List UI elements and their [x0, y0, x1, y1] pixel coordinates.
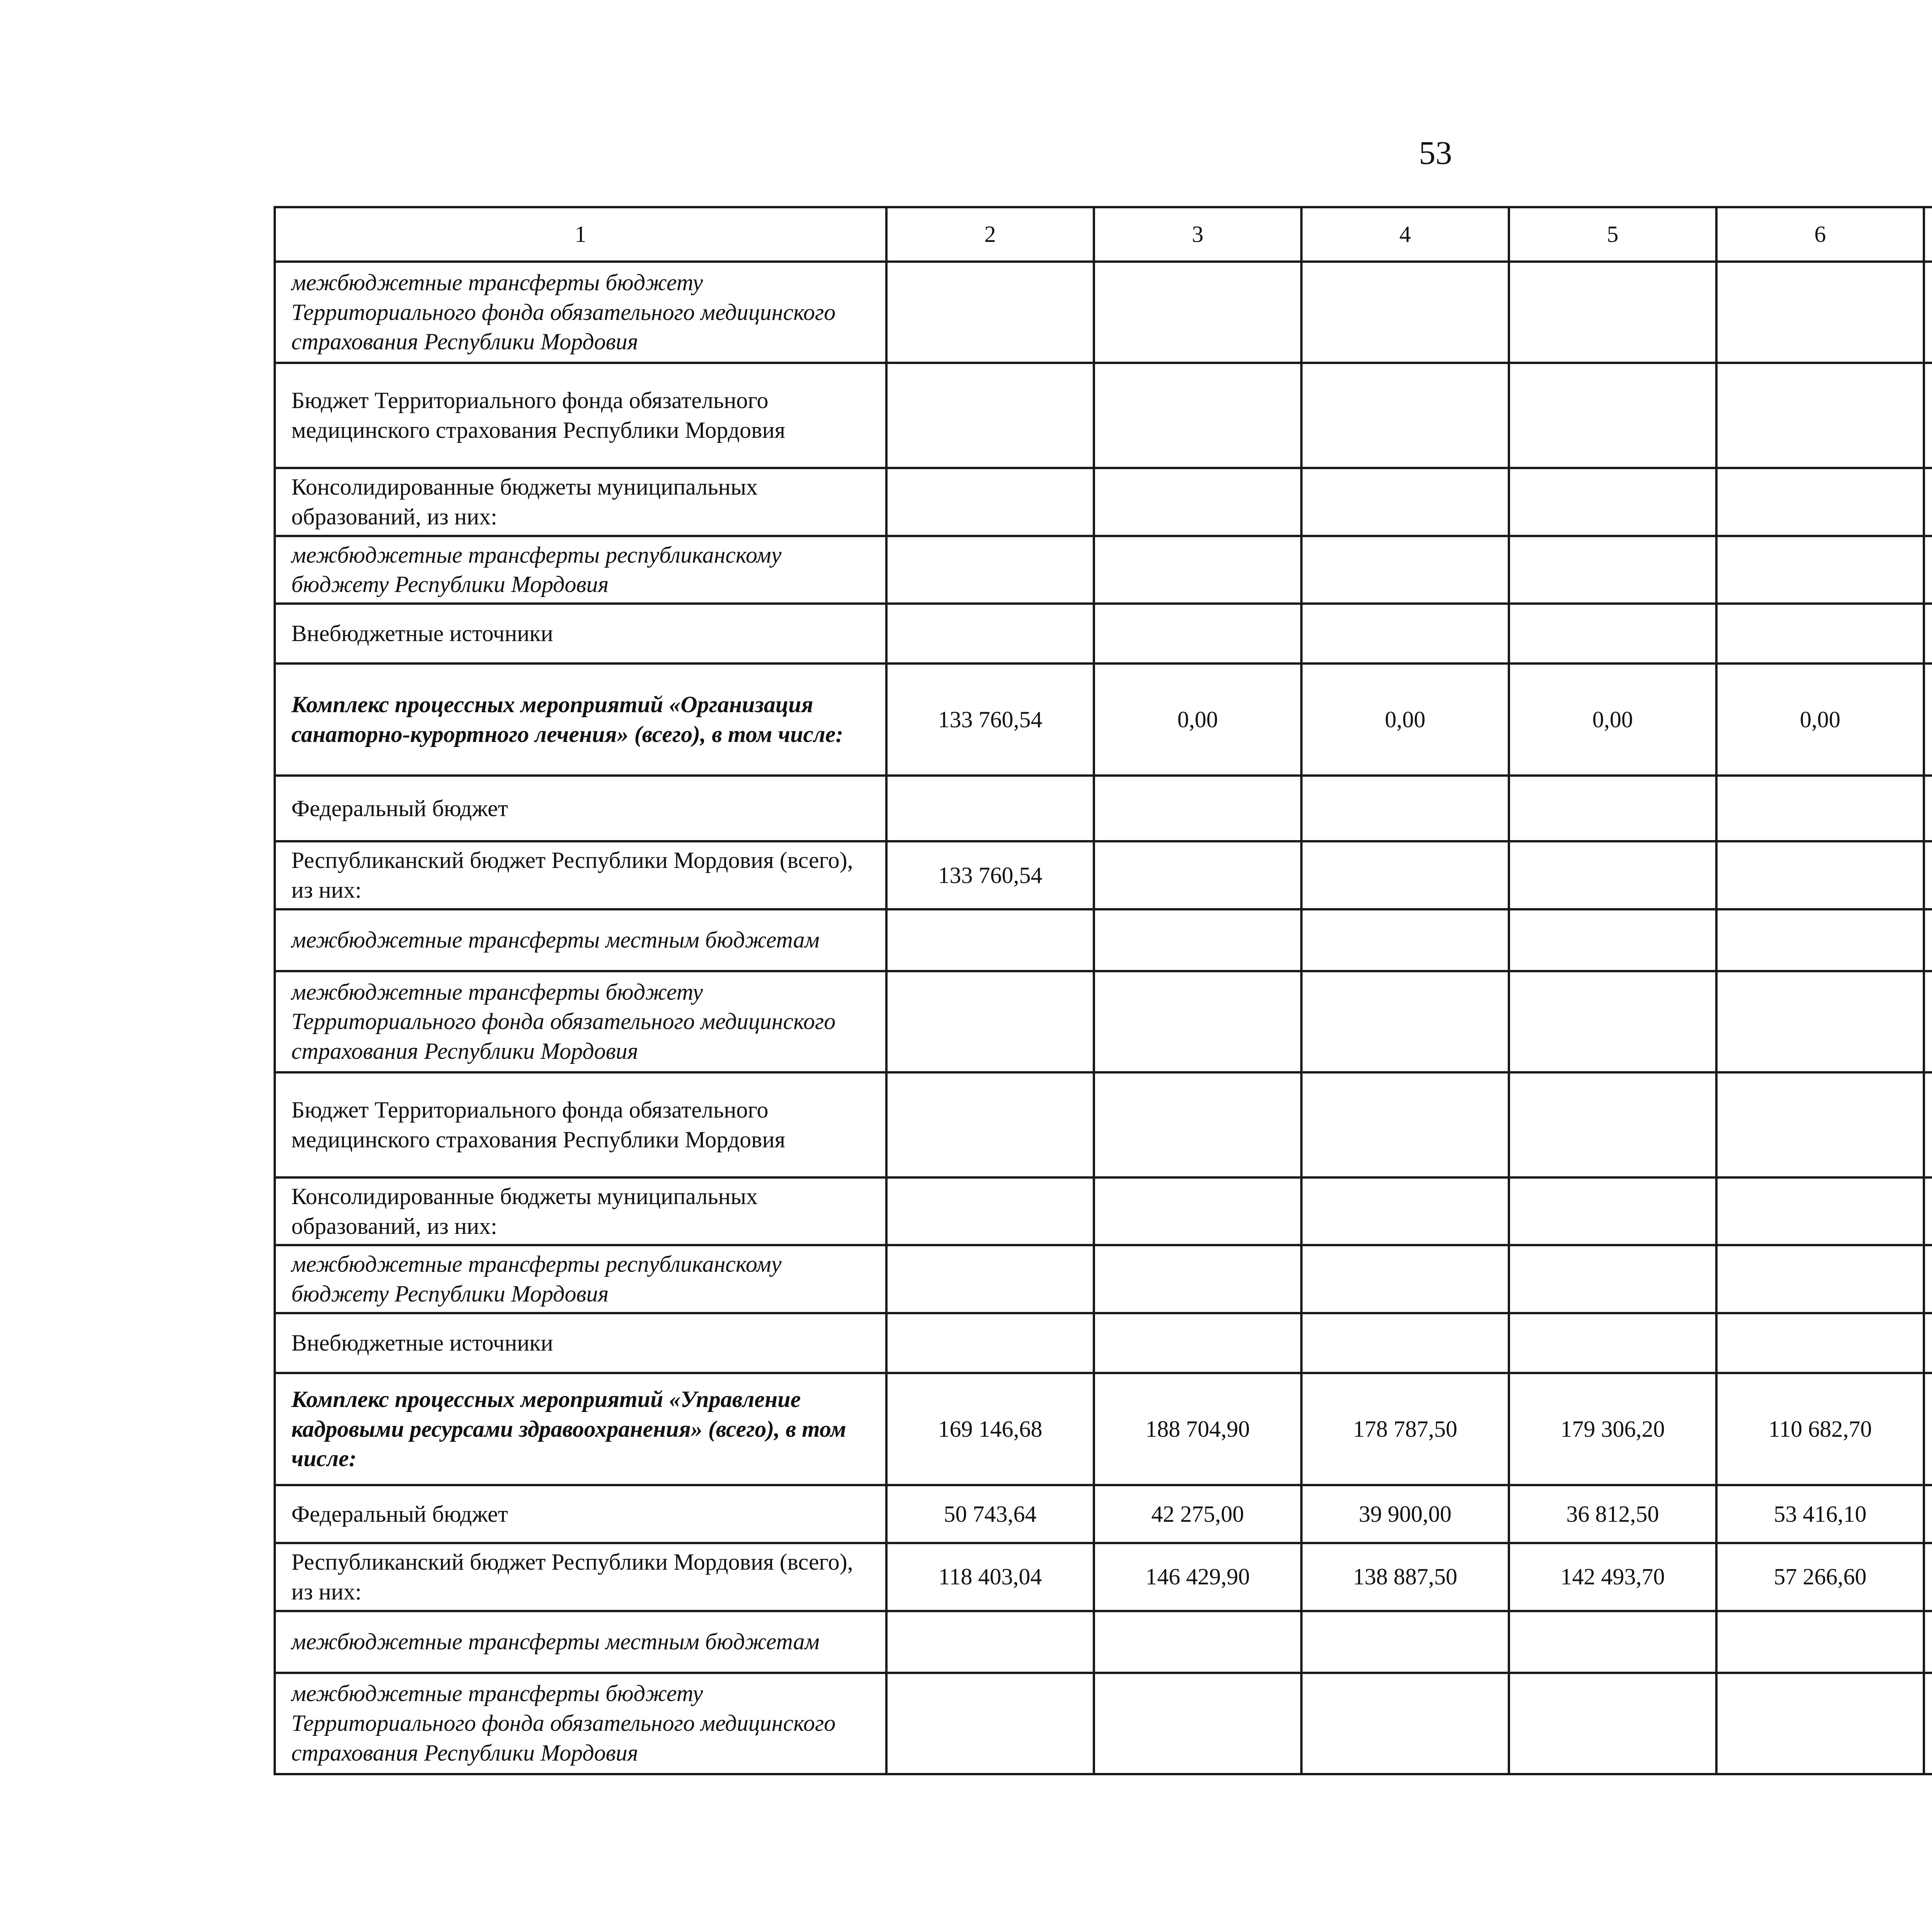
table-row	[275, 1673, 1932, 1774]
value-cell	[1301, 1673, 1509, 1774]
value-cell	[1301, 909, 1509, 971]
value-cell	[1716, 909, 1924, 971]
value-cell	[1509, 1245, 1716, 1313]
value-cell	[1301, 262, 1509, 363]
row-label: межбюджетные трансферты республиканскому бюджету Республики Мордовия	[275, 1245, 886, 1313]
value-cell: 142 493,70	[1509, 1543, 1716, 1611]
value-cell	[1301, 1611, 1509, 1673]
value-cell	[1509, 363, 1716, 468]
value-cell	[1094, 536, 1301, 604]
value-cell	[1301, 468, 1509, 536]
value-cell	[1301, 971, 1509, 1072]
value-cell	[1301, 1313, 1509, 1373]
value-cell	[1924, 1543, 1932, 1611]
value-cell	[1924, 841, 1932, 909]
value-cell	[1301, 536, 1509, 604]
table-row	[275, 909, 1932, 971]
row-label: межбюджетные трансферты местным бюджетам	[275, 909, 886, 971]
row-label: Внебюджетные источники	[275, 1313, 886, 1373]
value-cell	[1509, 841, 1716, 909]
value-cell: 133 760,54	[886, 841, 1094, 909]
value-cell	[1509, 909, 1716, 971]
table-row	[275, 1177, 1932, 1245]
table-row	[275, 1373, 1932, 1485]
row-label: межбюджетные трансферты республиканскому бюджету Республики Мордовия	[275, 536, 886, 604]
value-cell	[1924, 604, 1932, 664]
value-cell	[1301, 776, 1509, 841]
value-cell: 50 743,64	[886, 1485, 1094, 1543]
value-cell	[886, 1673, 1094, 1774]
column-number: 5	[1509, 207, 1716, 262]
value-cell	[1094, 468, 1301, 536]
value-cell	[886, 776, 1094, 841]
value-cell	[1716, 1177, 1924, 1245]
value-cell	[1094, 262, 1301, 363]
value-cell	[1509, 971, 1716, 1072]
value-cell	[1924, 909, 1932, 971]
row-label: межбюджетные трансферты местным бюджетам	[275, 1611, 886, 1673]
value-cell: 179 306,20	[1509, 1373, 1716, 1485]
value-cell: 53 416,10	[1716, 1485, 1924, 1543]
value-cell	[886, 604, 1094, 664]
budget-table-body	[275, 207, 1932, 1774]
value-cell	[1301, 363, 1509, 468]
value-cell	[1509, 1177, 1716, 1245]
value-cell: 178 787,50	[1301, 1373, 1509, 1485]
value-cell	[1509, 604, 1716, 664]
value-cell	[1716, 468, 1924, 536]
value-cell	[1716, 604, 1924, 664]
row-label: межбюджетные трансферты бюджету Территориального фонда обязательного медицинского страхования Республики Мордовия	[275, 1673, 886, 1774]
value-cell	[1094, 363, 1301, 468]
row-label: Федеральный бюджет	[275, 776, 886, 841]
value-cell: 0,00	[1716, 664, 1924, 776]
value-cell: 118 403,04	[886, 1543, 1094, 1611]
value-cell	[1716, 363, 1924, 468]
value-cell: 146 429,90	[1094, 1543, 1301, 1611]
value-cell	[1924, 468, 1932, 536]
value-cell	[1301, 1177, 1509, 1245]
table-row	[275, 536, 1932, 604]
table-row	[275, 1543, 1932, 1611]
column-number: 4	[1301, 207, 1509, 262]
table-row	[275, 604, 1932, 664]
value-cell	[1301, 1072, 1509, 1177]
value-cell	[1716, 536, 1924, 604]
table-row	[275, 1611, 1932, 1673]
value-cell	[886, 1313, 1094, 1373]
value-cell	[1094, 1611, 1301, 1673]
value-cell	[1924, 776, 1932, 841]
value-cell	[1924, 1072, 1932, 1177]
table-row	[275, 971, 1932, 1072]
row-label: межбюджетные трансферты бюджету Территориального фонда обязательного медицинского страхования Республики Мордовия	[275, 262, 886, 363]
value-cell: 133 760,54	[886, 664, 1094, 776]
value-cell	[1301, 604, 1509, 664]
value-cell	[1509, 536, 1716, 604]
table-row	[275, 841, 1932, 909]
row-label: Бюджет Территориального фонда обязательного медицинского страхования Республики Мордовия	[275, 1072, 886, 1177]
value-cell	[886, 363, 1094, 468]
value-cell	[1716, 776, 1924, 841]
value-cell: 138 887,50	[1301, 1543, 1509, 1611]
value-cell	[1924, 262, 1932, 363]
table-row	[275, 1245, 1932, 1313]
value-cell	[1509, 262, 1716, 363]
value-cell	[1094, 1072, 1301, 1177]
page-number: 53	[1419, 134, 1452, 171]
value-cell	[1509, 776, 1716, 841]
value-cell	[1094, 1313, 1301, 1373]
value-cell: 188 704,90	[1094, 1373, 1301, 1485]
column-number	[1924, 207, 1932, 262]
value-cell	[1094, 971, 1301, 1072]
table-row	[275, 776, 1932, 841]
value-cell	[1509, 468, 1716, 536]
value-cell	[1716, 1611, 1924, 1673]
value-cell	[886, 909, 1094, 971]
value-cell: 36 812,50	[1509, 1485, 1716, 1543]
table-row	[275, 1313, 1932, 1373]
value-cell	[1924, 1611, 1932, 1673]
value-cell	[1924, 1485, 1932, 1543]
value-cell	[1924, 536, 1932, 604]
value-cell	[886, 971, 1094, 1072]
table-row	[275, 468, 1932, 536]
value-cell	[1301, 841, 1509, 909]
value-cell	[1716, 971, 1924, 1072]
column-number: 2	[886, 207, 1094, 262]
row-label: Комплекс процессных мероприятий «Организация санаторно-курортного лечения» (всего), в том числе:	[275, 664, 886, 776]
table-row	[275, 363, 1932, 468]
value-cell	[1094, 909, 1301, 971]
value-cell	[1094, 776, 1301, 841]
value-cell	[1094, 1245, 1301, 1313]
row-label: Внебюджетные источники	[275, 604, 886, 664]
value-cell	[886, 1177, 1094, 1245]
column-number: 3	[1094, 207, 1301, 262]
row-label: Федеральный бюджет	[275, 1485, 886, 1543]
table-row	[275, 664, 1932, 776]
row-label: Комплекс процессных мероприятий «Управление кадровыми ресурсами здравоохранения» (всего), в том числе:	[275, 1373, 886, 1485]
column-number: 1	[275, 207, 886, 262]
value-cell	[1094, 1177, 1301, 1245]
table-row	[275, 1485, 1932, 1543]
value-cell	[1924, 363, 1932, 468]
table-row	[275, 1072, 1932, 1177]
value-cell	[1094, 841, 1301, 909]
value-cell	[886, 262, 1094, 363]
value-cell	[886, 1245, 1094, 1313]
value-cell	[1924, 1373, 1932, 1485]
column-number-row	[275, 207, 1932, 262]
value-cell	[1094, 604, 1301, 664]
value-cell: 0,00	[1301, 664, 1509, 776]
row-label: Консолидированные бюджеты муниципальных образований, из них:	[275, 1177, 886, 1245]
value-cell	[1716, 1313, 1924, 1373]
value-cell	[1716, 1673, 1924, 1774]
value-cell	[886, 536, 1094, 604]
value-cell	[1509, 1673, 1716, 1774]
value-cell	[1716, 1245, 1924, 1313]
row-label: Республиканский бюджет Республики Мордовия (всего), из них:	[275, 1543, 886, 1611]
budget-table	[274, 206, 1932, 1775]
value-cell	[1301, 1245, 1509, 1313]
value-cell: 169 146,68	[886, 1373, 1094, 1485]
value-cell	[1924, 971, 1932, 1072]
table-row	[275, 262, 1932, 363]
value-cell	[886, 1072, 1094, 1177]
value-cell	[1509, 1313, 1716, 1373]
value-cell	[1509, 1611, 1716, 1673]
value-cell	[1924, 664, 1932, 776]
value-cell: 0,00	[1509, 664, 1716, 776]
value-cell	[1509, 1072, 1716, 1177]
value-cell	[1716, 841, 1924, 909]
value-cell	[1924, 1673, 1932, 1774]
row-label: Консолидированные бюджеты муниципальных образований, из них:	[275, 468, 886, 536]
column-number: 6	[1716, 207, 1924, 262]
value-cell	[1716, 1072, 1924, 1177]
row-label: межбюджетные трансферты бюджету Территориального фонда обязательного медицинского страхования Республики Мордовия	[275, 971, 886, 1072]
row-label: Бюджет Территориального фонда обязательного медицинского страхования Республики Мордовия	[275, 363, 886, 468]
row-label: Республиканский бюджет Республики Мордовия (всего), из них:	[275, 841, 886, 909]
value-cell	[1924, 1177, 1932, 1245]
value-cell	[886, 1611, 1094, 1673]
value-cell	[1924, 1245, 1932, 1313]
value-cell	[1716, 262, 1924, 363]
value-cell: 110 682,70	[1716, 1373, 1924, 1485]
value-cell	[1924, 1313, 1932, 1373]
value-cell: 39 900,00	[1301, 1485, 1509, 1543]
value-cell: 57 266,60	[1716, 1543, 1924, 1611]
value-cell	[1094, 1673, 1301, 1774]
value-cell: 0,00	[1094, 664, 1301, 776]
value-cell: 42 275,00	[1094, 1485, 1301, 1543]
value-cell	[886, 468, 1094, 536]
